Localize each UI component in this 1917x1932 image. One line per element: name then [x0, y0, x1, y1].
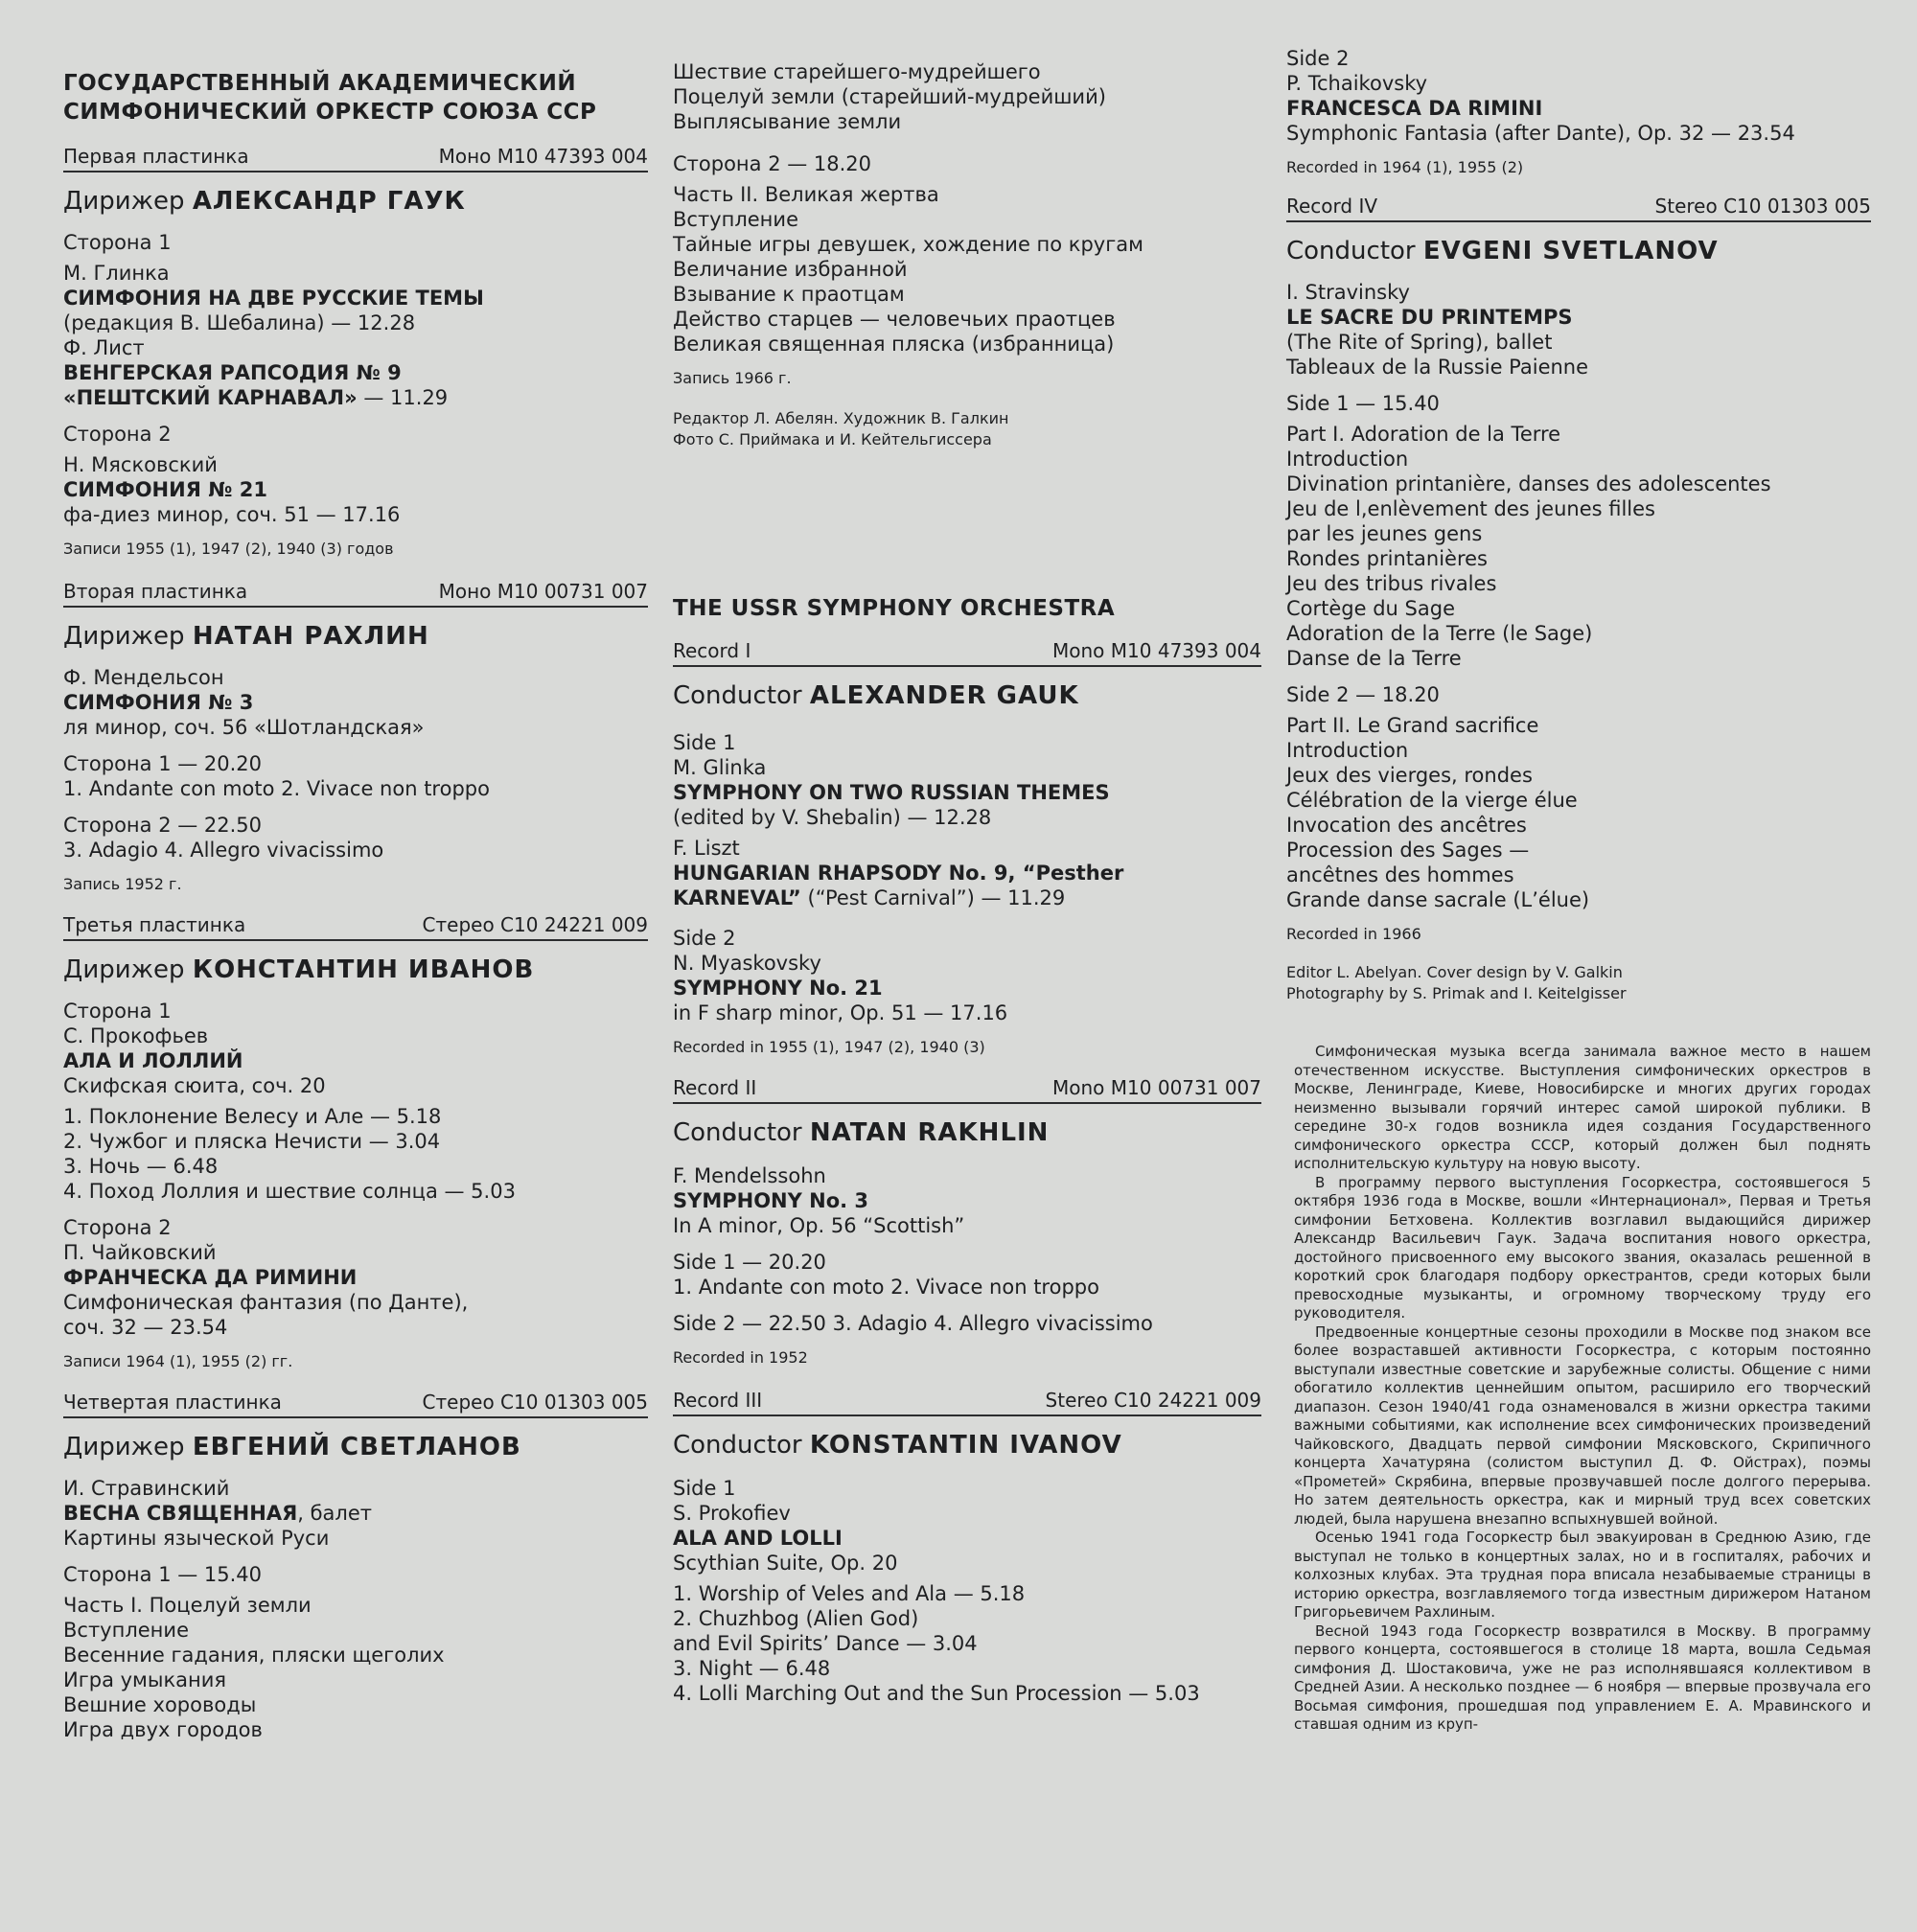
movements: 3. Adagio 4. Allegro vivacissimo: [63, 839, 384, 862]
work-note: ля минор, соч. 56 «Шотландская»: [63, 716, 425, 739]
movement: Весенние гадания, пляски щеголих: [63, 1644, 445, 1667]
conductor-en-1: Conductor ALEXANDER GAUK: [673, 681, 1079, 710]
work-note: фа-диез минор, соч. 51 — 17.16: [63, 503, 401, 526]
orchestra-title-ru-1: ГОСУДАРСТВЕННЫЙ АКАДЕМИЧЕСКИЙ: [63, 71, 577, 96]
side-label: Side 2: [673, 927, 736, 950]
work-note: Tableaux de la Russie Paienne: [1286, 356, 1589, 379]
movement: Cortège du Sage: [1286, 597, 1455, 620]
record-4-en-header: [1286, 194, 1871, 222]
movement: Часть I. Поцелуй земли: [63, 1594, 312, 1617]
work-title: СИМФОНИЯ № 3: [63, 691, 254, 714]
work-note: in F sharp minor, Op. 51 — 17.16: [673, 1001, 1008, 1024]
work-title: СИМФОНИЯ № 21: [63, 478, 267, 501]
composer: Н. Мясковский: [63, 453, 218, 476]
movement: Introduction: [1286, 448, 1409, 471]
work-note: Симфоническая фантазия (по Данте),: [63, 1291, 469, 1314]
movement: 1. Поклонение Велесу и Але — 5.18: [63, 1105, 442, 1128]
work-title: ФРАНЧЕСКА ДА РИМИНИ: [63, 1266, 358, 1289]
credits-en: Photography by S. Primak and I. Keitelgisser: [1286, 984, 1627, 1002]
movement: Шествие старейшего-мудрейшего: [673, 60, 1041, 83]
movement: Part II. Le Grand sacrifice: [1286, 714, 1539, 737]
movement: Grande danse sacrale (L’élue): [1286, 888, 1590, 911]
work-title-line: ВЕСНА СВЯЩЕННАЯ, балет: [63, 1502, 372, 1525]
movement: Поцелуй земли (старейший-мудрейший): [673, 85, 1106, 108]
recording-dates: Recorded in 1952: [673, 1348, 808, 1367]
composer: S. Prokofiev: [673, 1502, 791, 1525]
composer: М. Глинка: [63, 262, 170, 285]
liner-notes: [1286, 1043, 1871, 1735]
recording-dates: Запись 1966 г.: [673, 369, 792, 387]
conductor-ru-4: Дирижер ЕВГЕНИЙ СВЕТЛАНОВ: [63, 1433, 521, 1461]
movement: Part I. Adoration de la Terre: [1286, 423, 1561, 446]
conductor-ru-1: Дирижер АЛЕКСАНДР ГАУК: [63, 187, 466, 216]
record-3-en-header: [673, 1388, 1261, 1416]
catalog-number: Stereo C10 24221 009: [1045, 1389, 1261, 1412]
conductor-en-2: Conductor NATAN RAKHLIN: [673, 1118, 1050, 1147]
composer: I. Stravinsky: [1286, 281, 1410, 304]
composer: M. Glinka: [673, 756, 767, 779]
movement: Introduction: [1286, 739, 1409, 762]
side-label: Сторона 1 — 20.20: [63, 752, 263, 775]
movement: and Evil Spirits’ Dance — 3.04: [673, 1632, 978, 1655]
work-note: Scythian Suite, Op. 20: [673, 1552, 898, 1575]
conductor-ru-2: Дирижер НАТАН РАХЛИН: [63, 622, 429, 651]
record-3-ru-header: [63, 912, 648, 941]
work-title: SYMPHONY No. 21: [673, 977, 883, 1000]
conductor-ru-3: Дирижер КОНСТАНТИН ИВАНОВ: [63, 955, 535, 984]
catalog-number: Стерео С10 24221 009: [422, 913, 648, 936]
side-label: Сторона 1: [63, 1000, 172, 1023]
conductor-en-4: Conductor EVGENI SVETLANOV: [1286, 237, 1719, 265]
work-note: Скифская сюита, соч. 20: [63, 1074, 326, 1097]
movement: Célébration de la vierge élue: [1286, 789, 1578, 812]
composer: Ф. Лист: [63, 336, 145, 359]
movement: 4. Lolli Marching Out and the Sun Procession — 5.03: [673, 1682, 1200, 1705]
movement: Вступление: [63, 1619, 189, 1642]
work-title: СИМФОНИЯ НА ДВЕ РУССКИЕ ТЕМЫ: [63, 287, 484, 310]
catalog-number: Stereo C10 01303 005: [1654, 195, 1871, 218]
movement: Divination printanière, danses des adolescentes: [1286, 472, 1771, 495]
column-middle: [673, 0, 1261, 1706]
record-label: Четвертая пластинка: [63, 1391, 282, 1414]
record-2-ru-header: [63, 579, 648, 608]
record-2-en-header: [673, 1075, 1261, 1104]
orchestra-title-en: THE USSR SYMPHONY ORCHESTRA: [673, 596, 1116, 621]
side-label: Side 2: [1286, 47, 1350, 70]
record-1-ru-header: [63, 144, 648, 172]
record-label: Record III: [673, 1389, 763, 1412]
composer: Ф. Мендельсон: [63, 666, 224, 689]
movement: 3. Night — 6.48: [673, 1657, 831, 1680]
movement: 2. Чужбог и пляска Нечисти — 3.04: [63, 1130, 441, 1153]
conductor-en-3: Conductor KONSTANTIN IVANOV: [673, 1431, 1122, 1460]
recording-dates: Recorded in 1966: [1286, 925, 1421, 943]
composer: F. Mendelssohn: [673, 1164, 826, 1187]
composer: И. Стравинский: [63, 1477, 230, 1500]
work-note: Картины языческой Руси: [63, 1527, 330, 1550]
movement: Invocation des ancêtres: [1286, 814, 1527, 837]
notes-paragraph: Предвоенные концертные сезоны проходили в Москве под знаком все более возраставшей активности Госоркестра, с которым постоянно выступали известные советские и зарубежные солисты. Общение с ними обогатило коллектив ценнейшим опытом, расширило его творческий диапазон. Сезон 1940/41 года ознаменовался в жизни оркестра такими важными событиями, как исполнение всех симфонических произведений Чайковского, Двадцать первой симфонии Мясковского, Скрипичного концерта Хачатуряна (солистом выступил Д. Ф. Ойстрах), поэмы «Прометей» Скрябина, впервые прозвучавшей после долгого перерыва. Но затем деятельность оркестра, как и мирный труд всех советских людей, была нарушена внезапно вспыхнувшей войной.: [1294, 1322, 1871, 1528]
movement: Procession des Sages —: [1286, 839, 1530, 862]
composer: F. Liszt: [673, 837, 740, 860]
composer: P. Tchaikovsky: [1286, 72, 1428, 95]
work-title: ALA AND LOLLI: [673, 1527, 843, 1550]
recording-dates: Recorded in 1955 (1), 1947 (2), 1940 (3): [673, 1038, 985, 1056]
catalog-number: Mono M10 47393 004: [1052, 639, 1261, 662]
side-label: Side 2 — 18.20: [1286, 683, 1440, 706]
movement: Rondes printanières: [1286, 547, 1488, 570]
catalog-number: Моно М10 00731 007: [438, 580, 648, 603]
column-right: [1286, 0, 1871, 1735]
side-label: Сторона 2 — 18.20: [673, 152, 872, 175]
notes-paragraph: Осенью 1941 года Госоркестр был эвакуирован в Среднюю Азию, где выступал не только в концертных залах, но и в госпиталях, рабочих и колхозных клубах. Эта трудная пора вписала незабываемые страницы в историю оркестра, возглавляемого тогда известным дирижером Натаном Григорьевичем Рахлиным.: [1294, 1529, 1871, 1621]
work-note: (edited by V. Shebalin) — 12.28: [673, 806, 992, 829]
work-note: Symphonic Fantasia (after Dante), Op. 32 — 23.54: [1286, 122, 1795, 145]
side-label: Сторона 1 — 15.40: [63, 1563, 263, 1586]
credits-ru: Редактор Л. Абелян. Художник В. Галкин: [673, 409, 1009, 427]
recording-dates: Запись 1952 г.: [63, 875, 182, 893]
work-note: (редакция В. Шебалина) — 12.28: [63, 311, 416, 334]
composer: П. Чайковский: [63, 1241, 217, 1264]
catalog-number: Моно М10 47393 004: [438, 145, 648, 168]
side-label: Side 1: [673, 731, 736, 754]
notes-paragraph: В программу первого выступления Госоркестра, состоявшегося 5 октября 1936 года в Москве, вошли «Интернационал», Первая и Третья симфонии Бетховена. Коллектив возглавил выдающийся дирижер Александр Васильевич Гаук. Задача воспитания нового оркестра, достойного присвоенного ему высокого звания, оказалась решенной в короткий срок благодаря подбору оркестрантов, среди которых были превосходные музыканты, и огромному творческому труду его руководителя.: [1294, 1173, 1871, 1322]
record-label: Record II: [673, 1076, 757, 1099]
work-title: АЛА И ЛОЛЛИЙ: [63, 1049, 243, 1072]
work-title-cont: «ПЕШТСКИЙ КАРНАВАЛ» — 11.29: [63, 386, 449, 409]
movement: 2. Chuzhbog (Alien God): [673, 1607, 919, 1630]
work-title: SYMPHONY ON TWO RUSSIAN THEMES: [673, 781, 1110, 804]
work-title: SYMPHONY No. 3: [673, 1189, 869, 1212]
movement: Часть II. Великая жертва: [673, 183, 939, 206]
recording-dates: Recorded in 1964 (1), 1955 (2): [1286, 158, 1524, 176]
side-label: Side 1: [673, 1477, 736, 1500]
credits-ru: Фото С. Приймака и И. Кейтельгиссера: [673, 430, 992, 448]
work-title: FRANCESCA DA RIMINI: [1286, 97, 1543, 120]
movement: Jeux des vierges, rondes: [1286, 764, 1533, 787]
work-title: ВЕНГЕРСКАЯ РАПСОДИЯ № 9: [63, 361, 402, 384]
notes-paragraph: Симфоническая музыка всегда занимала важное место в нашем отечественном искусстве. Выступления симфонических оркестров в Москве, Ленинграде, Киеве, Новосибирске и многих других городах неизменно вызывали горячий интерес самой широкой публики. В середине 30-х годов возникла идея создания Государственного симфонического оркестра СССР, который должен был поднять исполнительскую культуру на новую высоту.: [1294, 1043, 1871, 1172]
side-label: Сторона 1: [63, 231, 172, 254]
movement: 1. Worship of Veles and Ala — 5.18: [673, 1582, 1026, 1605]
movement: Тайные игры девушек, хождение по кругам: [673, 233, 1143, 256]
record-label: Третья пластинка: [63, 913, 246, 936]
work-title-cont: KARNEVAL” (“Pest Carnival”) — 11.29: [673, 886, 1066, 909]
movement: par les jeunes gens: [1286, 522, 1483, 545]
record-4-ru-header: [63, 1390, 648, 1418]
composer: С. Прокофьев: [63, 1024, 209, 1047]
orchestra-title-ru-2: СИМФОНИЧЕСКИЙ ОРКЕСТР СОЮЗА ССР: [63, 100, 597, 125]
recording-dates: Записи 1955 (1), 1947 (2), 1940 (3) годов: [63, 540, 394, 558]
movement: Adoration de la Terre (le Sage): [1286, 622, 1593, 645]
work-title: LE SACRE DU PRINTEMPS: [1286, 306, 1573, 329]
record-label: Вторая пластинка: [63, 580, 248, 603]
recording-dates: Записи 1964 (1), 1955 (2) гг.: [63, 1352, 293, 1370]
side-label: Side 1 — 20.20: [673, 1251, 826, 1274]
side-label: Side 1 — 15.40: [1286, 392, 1440, 415]
catalog-number: Mono M10 00731 007: [1052, 1076, 1261, 1099]
movement: 3. Ночь — 6.48: [63, 1155, 219, 1178]
side-line: Side 2 — 22.50 3. Adagio 4. Allegro vivacissimo: [673, 1312, 1153, 1335]
credits-en: Editor L. Abelyan. Cover design by V. Galkin: [1286, 963, 1623, 981]
movement: Вступление: [673, 208, 798, 231]
movements: 1. Andante con moto 2. Vivace non troppo: [63, 777, 490, 800]
movement: Danse de la Terre: [1286, 647, 1462, 670]
record-label: Record I: [673, 639, 751, 662]
movement: Величание избранной: [673, 258, 908, 281]
movement: Вешние хороводы: [63, 1693, 257, 1716]
movement: Jeu des tribus rivales: [1286, 572, 1497, 595]
movement: ancêtnes des hommes: [1286, 863, 1514, 886]
movement: Выплясывание земли: [673, 110, 902, 133]
movement: Игра двух городов: [63, 1718, 263, 1741]
movement: 4. Поход Лоллия и шествие солнца — 5.03: [63, 1180, 516, 1203]
side-label: Сторона 2: [63, 423, 172, 446]
notes-paragraph: Весной 1943 года Госоркестр возвратился в Москву. В программу первого концерта, состоявшегося в столице 18 марта, вошла Седьмая симфония Д. Шостаковича, уже не раз исполнявшаяся коллективом в Средней Азии. А несколько позднее — 6 ноября — впервые прозвучала его Восьмая симфония, прошедшая под управлением Е. А. Мравинского и ставшая одним из круп-: [1294, 1622, 1871, 1733]
record-label: Record IV: [1286, 195, 1378, 218]
composer: N. Myaskovsky: [673, 952, 821, 975]
movement: Jeu de l,enlèvement des jeunes filles: [1286, 497, 1655, 520]
work-title: HUNGARIAN RHAPSODY No. 9, “Pesther: [673, 862, 1124, 885]
column-russian: [63, 0, 648, 1742]
movements: 1. Andante con moto 2. Vivace non troppo: [673, 1276, 1099, 1299]
record-label: Первая пластинка: [63, 145, 249, 168]
record-1-en-header: [673, 638, 1261, 667]
movement: Взывание к праотцам: [673, 283, 905, 306]
side-label: Сторона 2: [63, 1216, 172, 1239]
side-label: Сторона 2 — 22.50: [63, 814, 263, 837]
catalog-number: Стерео С10 01303 005: [422, 1391, 648, 1414]
work-note: соч. 32 — 23.54: [63, 1316, 228, 1339]
movement: Игра умыкания: [63, 1668, 227, 1691]
movement: Великая священная пляска (избранница): [673, 333, 1115, 356]
work-note: (The Rite of Spring), ballet: [1286, 331, 1553, 354]
work-note: In A minor, Op. 56 “Scottish”: [673, 1214, 965, 1237]
movement: Действо старцев — человечьих праотцев: [673, 308, 1116, 331]
